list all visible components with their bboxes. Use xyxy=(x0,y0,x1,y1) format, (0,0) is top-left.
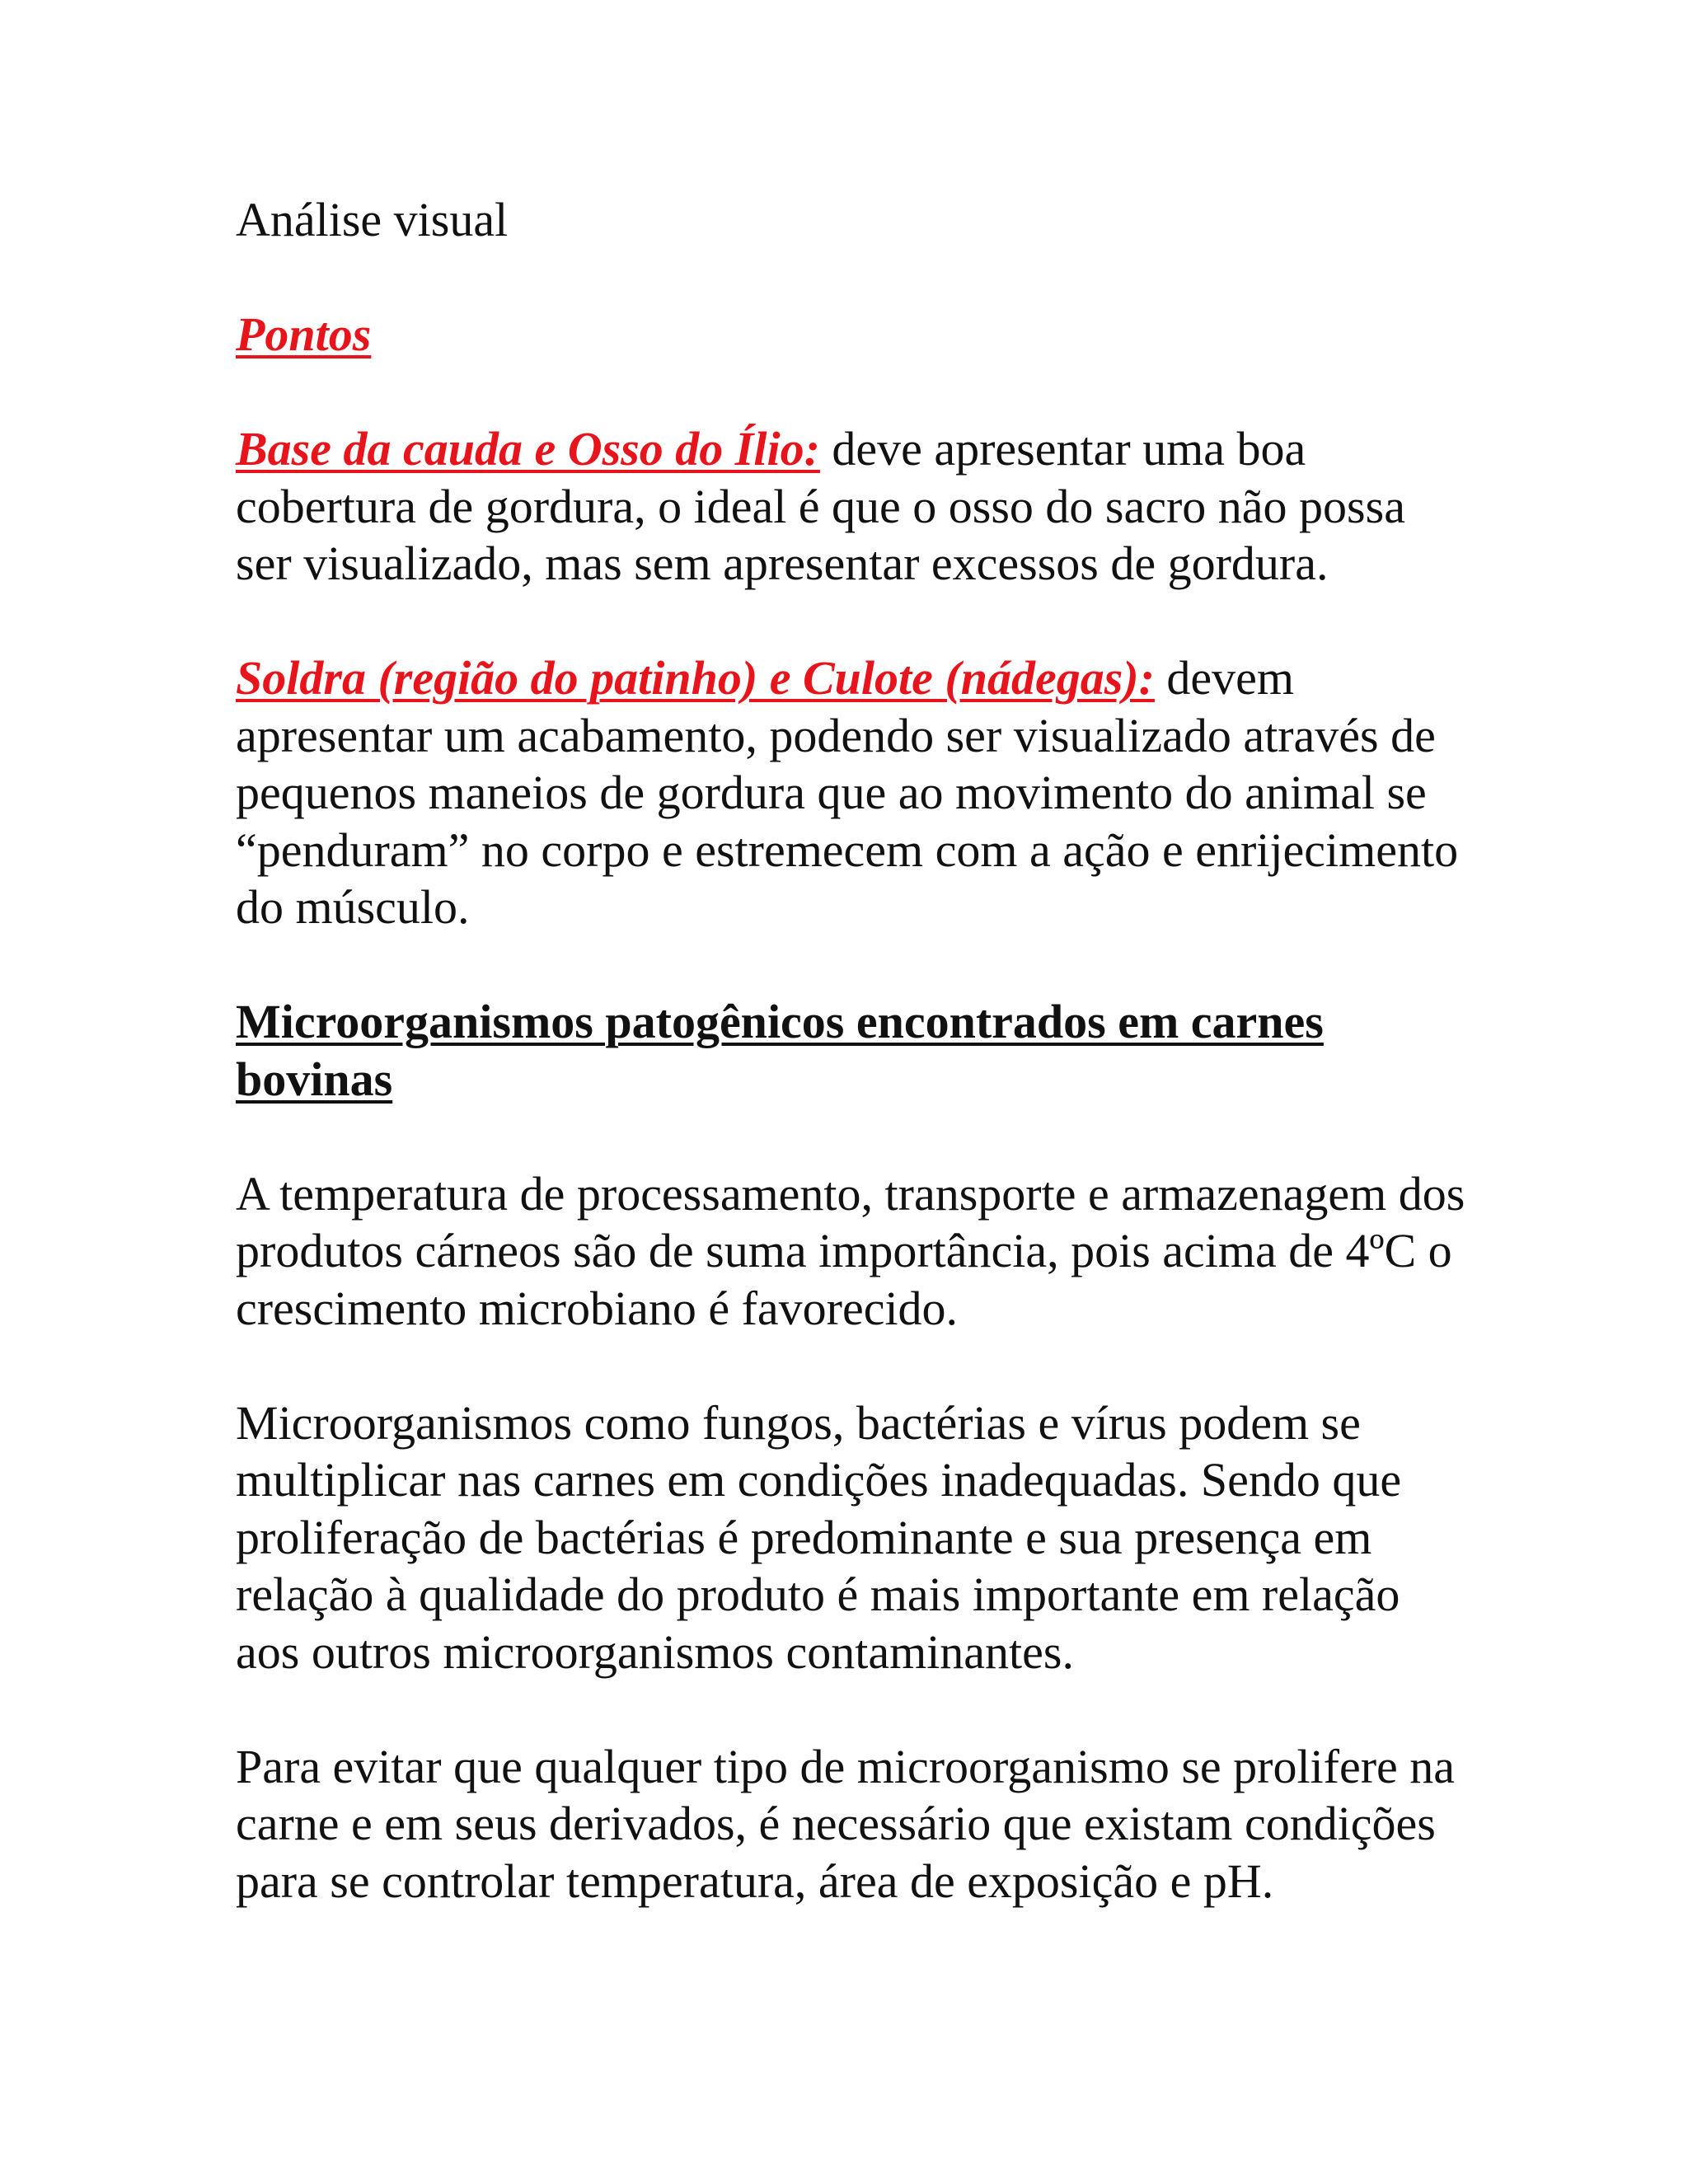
document-title: Análise visual xyxy=(236,193,509,246)
points-heading-text: Pontos xyxy=(236,307,372,361)
paragraph-microorganisms: Microorganismos como fungos, bactérias e vírus podem se multiplicar nas carnes em condições inadequadas. Sendo que proliferação de bactérias é predominante e sua presença em relação à qualidade do produto é mais importante em relação aos outros microorganismos contaminantes. xyxy=(236,1395,1402,1679)
point-soldra-culote-text: devem apresentar um acabamento, podendo ser visualizado através de pequenos maneios de gordura que ao movimento do animal se “penduram” no corpo e estremecem com a ação e enrijecimento do músculo. xyxy=(236,651,1459,934)
points-heading xyxy=(236,306,1472,363)
point-tail-ilium xyxy=(236,420,1472,593)
paragraph-temperature: A temperatura de processamento, transporte e armazenagem dos produtos cárneos são de suma importância, pois acima de 4ºC o crescimento microbiano é favorecido. xyxy=(236,1166,1465,1335)
section-heading-microorganisms: Microorganismos patogênicos encontrados em carnes bovinas xyxy=(236,995,1324,1106)
point-tail-ilium-label: Base da cauda e Osso do Ílio: xyxy=(236,422,820,476)
point-tail-ilium-text: deve apresentar uma boa cobertura de gordura, o ideal é que o osso do sacro não possa ser visualizado, mas sem apresentar excessos de gordura. xyxy=(236,422,1405,590)
paragraph-prevention: Para evitar que qualquer tipo de microorganismo se prolifere na carne e em seus derivados, é necessário que existam condições para se controlar temperatura, área de exposição e pH. xyxy=(236,1739,1456,1908)
document-body xyxy=(236,191,1472,1910)
point-soldra-culote xyxy=(236,649,1472,936)
point-soldra-culote-label: Soldra (região do patinho) e Culote (nádegas): xyxy=(236,651,1155,705)
